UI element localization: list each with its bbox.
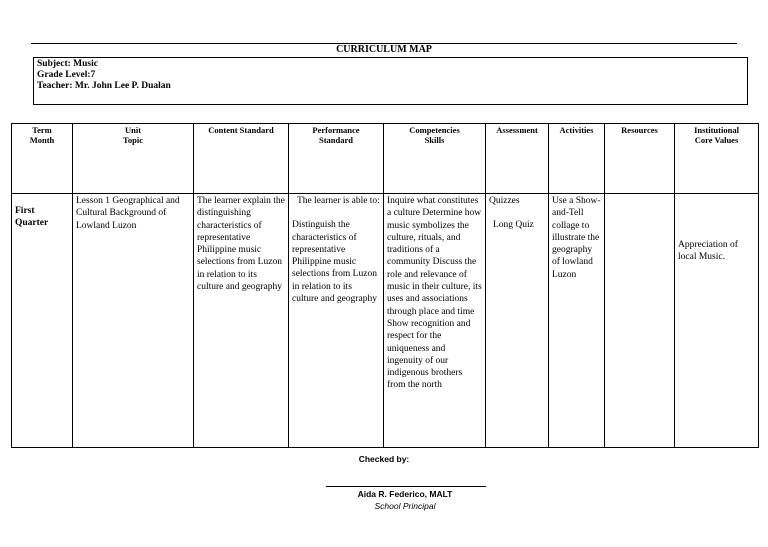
performance-intro: The learner is able to: bbox=[297, 196, 380, 206]
document-title: CURRICULUM MAP bbox=[336, 44, 432, 55]
header-month-label: Month bbox=[29, 135, 55, 145]
info-box bbox=[33, 57, 748, 105]
header-term-label: Term bbox=[32, 125, 52, 135]
cell-unit-topic: Lesson 1 Geographical and Cultural Background of Lowland Luzon bbox=[73, 194, 194, 448]
header-core-values-label: Core Values bbox=[694, 135, 739, 145]
signatory-name: Aida R. Federico, MALT bbox=[357, 489, 453, 499]
table-row bbox=[12, 194, 759, 448]
header-core-values bbox=[675, 124, 759, 194]
assessment-quizzes: Quizzes bbox=[489, 196, 520, 206]
header-competencies-label: Competencies bbox=[409, 125, 460, 135]
cell-performance-standard bbox=[289, 194, 384, 448]
grade-level-line: Grade Level:7 bbox=[37, 70, 96, 80]
curriculum-table bbox=[11, 123, 759, 448]
header-activities: Activities bbox=[549, 124, 605, 194]
assessment-long-quiz: Long Quiz bbox=[493, 220, 534, 231]
header-performance bbox=[289, 124, 384, 194]
cell-assessment bbox=[486, 194, 549, 448]
header-unit-label: Unit bbox=[124, 125, 142, 135]
signatory-role: School Principal bbox=[374, 501, 436, 511]
cell-competencies: Inquire what constitutes a culture Determine how music symbolizes the culture, rituals, and traditions of a community Discuss the role and relevance of music in their culture, its uses and associations through place and time Show recognition and respect for the uniqueness and ingenuity of our indigenous brothers from the north bbox=[384, 194, 486, 448]
cell-resources bbox=[605, 194, 675, 448]
performance-body: Distinguish the characteristics of representative Philippine music selections from Luzon in relation to its culture and geography bbox=[292, 220, 377, 305]
cell-activities: Use a Show-and-Tell collage to illustrate the geography of lowland Luzon bbox=[549, 194, 605, 448]
cell-core-values bbox=[675, 194, 759, 448]
header-content-standard: Content Standard bbox=[194, 124, 289, 194]
header-row bbox=[12, 124, 759, 194]
header-unit bbox=[73, 124, 194, 194]
header-standard-label: Standard bbox=[318, 135, 353, 145]
header-topic-label: Topic bbox=[122, 135, 143, 145]
checked-by-label: Checked by: bbox=[358, 454, 410, 464]
teacher-line: Teacher: Mr. John Lee P. Dualan bbox=[37, 81, 171, 91]
header-term bbox=[12, 124, 73, 194]
subject-line: Subject: Music bbox=[37, 59, 98, 69]
header-assessment: Assessment bbox=[486, 124, 549, 194]
header-skills-label: Skills bbox=[424, 135, 445, 145]
header-competencies bbox=[384, 124, 486, 194]
cell-content-standard: The learner explain the distinguishing characteristics of representative Philippine music selections from Luzon in relation to its culture and geography bbox=[194, 194, 289, 448]
signature-line bbox=[326, 486, 486, 487]
header-resources: Resources bbox=[605, 124, 675, 194]
header-performance-label: Performance bbox=[312, 125, 360, 135]
cell-term: First Quarter bbox=[12, 194, 73, 448]
core-values-text: Appreciation of local Music. bbox=[678, 240, 738, 263]
header-institutional-label: Institutional bbox=[694, 125, 739, 135]
